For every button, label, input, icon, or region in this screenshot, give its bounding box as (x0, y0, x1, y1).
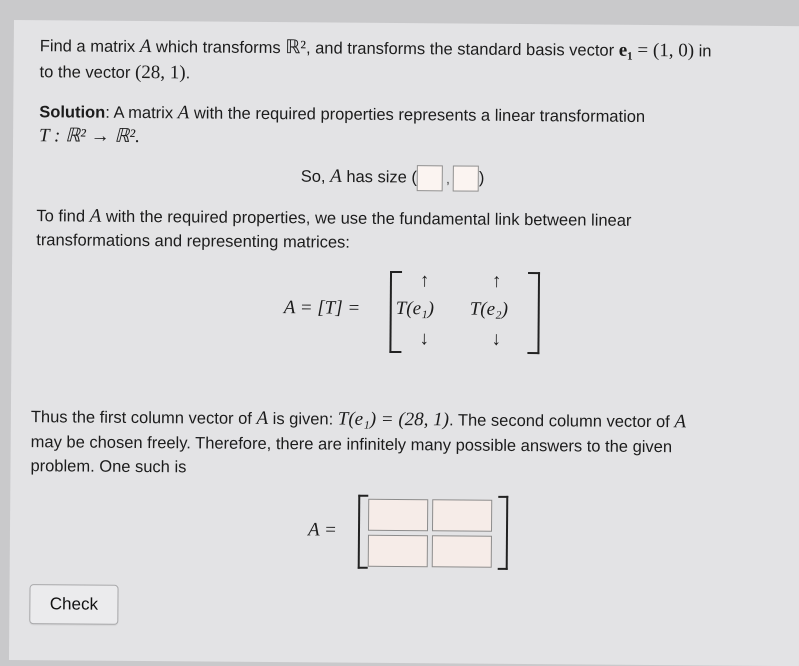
matrix-symbol: A (139, 35, 152, 58)
target-vector: (28, 1) (134, 61, 186, 84)
problem-text: . (185, 64, 191, 83)
problem-line-1 (40, 34, 712, 63)
thus-line-3: problem. One such is (30, 457, 187, 477)
column-1-label: T(e₁) (395, 298, 435, 320)
solution-text: with the required properties represents a linear transformation (193, 104, 646, 126)
thus-text: Thus the first column vector of (30, 408, 252, 428)
problem-text: which transforms (155, 38, 281, 58)
matrix-cell-1-2[interactable] (432, 499, 492, 531)
left-bracket (358, 495, 369, 569)
problem-text: to the vector (39, 63, 131, 82)
up-arrow: ↑ (419, 270, 430, 292)
solution-label: Solution (39, 103, 106, 122)
matrix-symbol: A (330, 165, 342, 187)
solution-text: : A matrix (105, 103, 174, 123)
problem-text: , and transforms the standard basis vector (305, 39, 615, 60)
basis-vector: e₁ (618, 39, 633, 61)
thus-line-1 (31, 405, 686, 434)
thus-text: is given: (272, 410, 334, 429)
size-line (301, 164, 485, 191)
thus-text: . The second column vector of (448, 411, 670, 432)
thus-line-2: may be chosen freely. Therefore, there are infinitely many possible answers to the given (30, 433, 673, 457)
matrix-symbol: A (256, 407, 269, 430)
answer-lhs: A = (307, 519, 337, 541)
size-text: So, (300, 167, 326, 186)
matrix-symbol: A (177, 102, 190, 124)
fundamental-text: To find (36, 207, 86, 226)
equation-lhs: A = [T] = (283, 297, 361, 319)
matrix-cell-1-1[interactable] (368, 499, 428, 531)
column-2-label: T(e₂) (469, 298, 509, 320)
fundamental-text: with the required properties, we use the fundamental link between linear (105, 207, 632, 230)
matrix-symbol: A (89, 205, 102, 227)
check-button[interactable]: Check (29, 584, 118, 625)
matrix-cell-2-2[interactable] (432, 535, 492, 567)
domain-symbol: ℝ² (285, 37, 307, 59)
right-bracket (498, 496, 509, 570)
up-arrow: ↑ (491, 270, 502, 292)
first-column-value: T(e₁) = (28, 1) (337, 408, 450, 431)
matrix-symbol: A (674, 411, 687, 433)
down-arrow: ↓ (419, 328, 430, 350)
down-arrow: ↓ (491, 328, 502, 350)
fundamental-line-2: transformations and representing matrices: (36, 231, 350, 252)
matrix-cell-2-1[interactable] (368, 535, 428, 567)
size-separator: , (445, 170, 450, 187)
transformation-map: T : ℝ² → ℝ². (39, 125, 140, 147)
basis-value: = (1, 0) (637, 39, 695, 62)
problem-line-2 (39, 60, 190, 85)
right-bracket (527, 272, 540, 354)
rows-input[interactable] (417, 165, 443, 191)
problem-text: in (698, 42, 712, 61)
problem-panel (9, 20, 799, 666)
problem-text: Find a matrix (39, 37, 136, 56)
size-text: has size ( (346, 167, 418, 187)
size-text: ) (478, 169, 485, 188)
columns-input[interactable] (453, 165, 479, 191)
